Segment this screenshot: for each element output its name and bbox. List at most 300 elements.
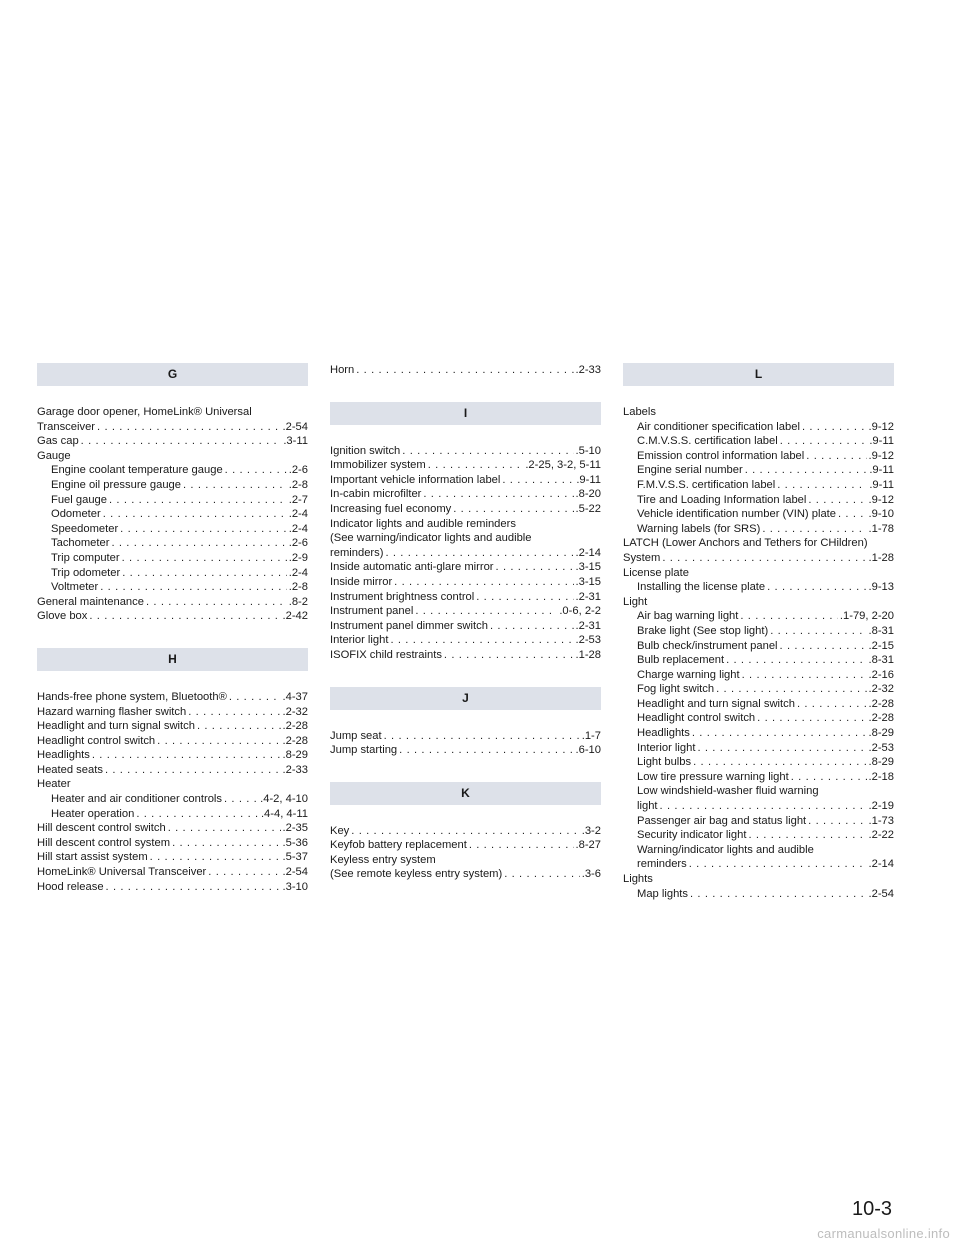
section-letter-band: J — [330, 687, 601, 710]
entry-label: Hood release — [37, 880, 104, 893]
index-entry — [37, 763, 308, 778]
entry-label: Headlight and turn signal switch — [37, 720, 195, 733]
index-entry — [330, 444, 601, 459]
index-section — [330, 687, 601, 758]
entry-label: Light bulbs — [637, 756, 692, 769]
index-subentry — [623, 463, 894, 478]
entry-page-ref: .5-37 — [282, 851, 308, 864]
entry-label: Headlight control switch — [637, 712, 756, 725]
index-entry — [37, 719, 308, 734]
index-subentry — [623, 784, 894, 799]
entry-page-ref: .9-12 — [868, 420, 894, 433]
entry-page-ref: .2-28 — [282, 720, 308, 733]
index-entry — [37, 821, 308, 836]
entry-label: Low windshield-washer fluid warning — [637, 785, 819, 798]
entry-page-ref: .2-53 — [868, 741, 894, 754]
dot-leader — [423, 487, 573, 502]
entry-page-ref: .2-54 — [868, 887, 894, 900]
entry-label: Bulb replacement — [637, 654, 725, 667]
entry-label: Ignition switch — [330, 444, 401, 457]
entry-page-ref: .2-28 — [868, 712, 894, 725]
entry-page-ref: .2-31 — [575, 619, 601, 632]
entry-page-ref: .2-15 — [868, 639, 894, 652]
entry-page-ref: .1-78 — [868, 522, 894, 535]
dot-leader — [356, 363, 573, 378]
entry-label: Inside mirror — [330, 575, 393, 588]
entry-label: Tachometer — [51, 537, 110, 550]
dot-leader — [150, 850, 281, 865]
index-subentry — [623, 711, 894, 726]
index-subentry — [623, 668, 894, 683]
entry-label: Hill start assist system — [37, 851, 148, 864]
entry-label: License plate — [623, 566, 689, 579]
entry-page-ref: .8-27 — [575, 839, 601, 852]
index-entry — [330, 853, 601, 868]
dot-leader — [490, 619, 574, 634]
dot-leader — [767, 580, 866, 595]
entry-page-ref: .1-79, 2-20 — [839, 610, 894, 623]
index-subentry — [623, 653, 894, 668]
entry-label: Inside automatic anti-glare mirror — [330, 561, 494, 574]
entry-label: Engine coolant temperature gauge — [51, 464, 223, 477]
entry-page-ref: .8-29 — [868, 756, 894, 769]
index-entry — [37, 748, 308, 763]
dot-leader — [716, 682, 866, 697]
dot-leader — [496, 560, 574, 575]
dot-leader — [390, 633, 573, 648]
entry-label: Voltmeter — [51, 581, 99, 594]
entry-page-ref: .4-37 — [282, 690, 308, 703]
index-entry — [37, 734, 308, 749]
entry-page-ref: .2-18 — [868, 770, 894, 783]
dot-leader — [692, 726, 867, 741]
dot-leader — [745, 463, 868, 478]
index-subentry — [623, 478, 894, 493]
dot-leader — [225, 463, 287, 478]
entry-page-ref: .2-54 — [282, 420, 308, 433]
index-subentry — [623, 609, 894, 624]
entry-label: Horn — [330, 364, 355, 376]
index-entry — [330, 604, 601, 619]
index-entry — [330, 648, 601, 663]
entry-label: Map lights — [637, 887, 688, 900]
entry-page-ref: .8-31 — [868, 624, 894, 637]
dot-leader — [740, 609, 838, 624]
entry-label: Keyless entry system — [330, 853, 436, 866]
entry-label: (See warning/indicator lights and audible — [330, 532, 532, 545]
dot-leader — [157, 734, 280, 749]
dot-leader — [208, 865, 280, 880]
entry-label: Hazard warning flasher switch — [37, 705, 187, 718]
entry-page-ref: .2-35 — [282, 822, 308, 835]
index-entry — [37, 405, 308, 420]
entry-page-ref: .3-15 — [575, 575, 601, 588]
entry-page-ref: .6-10 — [575, 744, 601, 757]
entry-label: Lights — [623, 873, 653, 885]
dot-leader — [791, 770, 867, 785]
entry-label: Indicator lights and audible reminders — [330, 517, 516, 530]
entry-label: Heater — [37, 778, 71, 791]
dot-leader — [122, 566, 286, 581]
entry-page-ref: .2-53 — [575, 634, 601, 647]
index-subentry — [37, 580, 308, 595]
index-entry — [330, 867, 601, 882]
entry-label: Jump starting — [330, 744, 398, 757]
entry-page-ref: .1-73 — [868, 814, 894, 827]
dot-leader — [136, 807, 259, 822]
dot-leader — [120, 522, 287, 537]
dot-leader — [806, 449, 866, 464]
entry-label: Garage door opener, HomeLink® Universal — [37, 406, 252, 418]
entry-page-ref: .3-6 — [581, 868, 601, 881]
index-column-1 — [37, 363, 308, 894]
entry-label: LATCH (Lower Anchors and Tethers for CHildren) — [623, 537, 868, 550]
entry-page-ref: .9-11 — [869, 478, 894, 491]
entry-page-ref: .4-4, 4-11 — [260, 807, 308, 820]
entry-label: Light — [623, 595, 648, 608]
dot-leader — [476, 590, 573, 605]
dot-leader — [453, 502, 573, 517]
entry-label: Trip computer — [51, 551, 120, 564]
index-entry — [37, 690, 308, 705]
entry-label: Bulb check/instrument panel — [637, 639, 778, 652]
entry-page-ref: .9-13 — [868, 581, 894, 594]
index-entry — [37, 449, 308, 464]
dot-leader — [172, 836, 280, 851]
dot-leader — [399, 743, 573, 758]
dot-leader — [81, 434, 282, 449]
entry-label: Warning/indicator lights and audible — [637, 843, 814, 856]
dot-leader — [802, 420, 867, 435]
entry-label: Air bag warning light — [637, 610, 739, 623]
dot-leader — [690, 887, 867, 902]
entry-page-ref: .2-31 — [575, 590, 601, 603]
entry-page-ref: .9-11 — [576, 473, 601, 486]
section-letter-band: G — [37, 363, 308, 386]
entry-label: Passenger air bag and status light — [637, 814, 807, 827]
index-entry — [37, 705, 308, 720]
dot-leader — [394, 575, 573, 590]
index-entry — [330, 473, 601, 488]
index-entry — [37, 595, 308, 610]
entry-label: ISOFIX child restraints — [330, 648, 442, 661]
entry-page-ref: .9-12 — [868, 449, 894, 462]
dot-leader — [502, 473, 574, 488]
entry-label: Tire and Loading Information label — [637, 493, 807, 506]
section-letter-band: K — [330, 782, 601, 805]
index-subentry — [623, 755, 894, 770]
index-column-2 — [330, 363, 601, 882]
index-subentry — [37, 536, 308, 551]
entry-page-ref: .2-4 — [288, 566, 308, 579]
entry-label: Jump seat — [330, 729, 382, 742]
dot-leader — [808, 493, 866, 508]
entry-page-ref: .1-28 — [575, 648, 601, 661]
entry-label: Interior light — [330, 634, 389, 647]
index-entry — [330, 633, 601, 648]
dot-leader — [428, 458, 524, 473]
dot-leader — [770, 624, 866, 639]
entry-page-ref: .8-20 — [575, 488, 601, 501]
dot-leader — [183, 478, 287, 493]
entry-label: Installing the license plate — [637, 581, 766, 594]
index-entry — [623, 595, 894, 610]
dot-leader — [742, 668, 867, 683]
dot-leader — [111, 536, 286, 551]
dot-leader — [351, 824, 579, 839]
index-entry — [330, 546, 601, 561]
index-section — [330, 782, 601, 882]
section-letter-band: H — [37, 648, 308, 671]
index-entry — [330, 487, 601, 502]
entry-label: Key — [330, 824, 350, 837]
section-letter-band: I — [330, 402, 601, 425]
entry-label: C.M.V.S.S. certification label — [637, 435, 778, 448]
dot-leader — [444, 648, 574, 663]
index-subentry — [37, 551, 308, 566]
dot-leader — [229, 690, 281, 705]
index-subentry — [623, 420, 894, 435]
index-subentry — [623, 682, 894, 697]
entry-label: Emission control information label — [637, 449, 805, 462]
index-subentry — [623, 799, 894, 814]
index-column-3 — [623, 363, 894, 901]
index-entry — [37, 420, 308, 435]
entry-label: Gauge — [37, 449, 71, 462]
dot-leader — [103, 507, 287, 522]
dot-leader — [385, 546, 573, 561]
index-entry — [330, 560, 601, 575]
dot-leader — [689, 857, 867, 872]
index-entry — [330, 824, 601, 839]
entry-page-ref: .8-2 — [288, 595, 308, 608]
dot-leader — [697, 741, 866, 756]
index-entry — [623, 551, 894, 566]
entry-label: Air conditioner specification label — [637, 420, 800, 433]
entry-label: Warning labels (for SRS) — [637, 522, 761, 535]
entry-label: Immobilizer system — [330, 459, 426, 472]
entry-page-ref: .9-12 — [868, 493, 894, 506]
entry-page-ref: .2-19 — [868, 800, 894, 813]
entry-page-ref: .8-31 — [868, 654, 894, 667]
entry-page-ref: .9-11 — [869, 435, 894, 448]
entry-label: Vehicle identification number (VIN) plate — [637, 508, 836, 521]
entry-page-ref: .2-25, 3-2, 5-11 — [525, 459, 601, 472]
entry-page-ref: .2-14 — [868, 858, 894, 871]
entry-page-ref: .2-28 — [282, 734, 308, 747]
entry-label: Instrument brightness control — [330, 590, 475, 603]
entry-label: Odometer — [51, 508, 101, 521]
entry-label: Headlights — [37, 749, 90, 762]
dot-leader — [780, 434, 868, 449]
index-entry — [37, 777, 308, 792]
index-entry — [330, 729, 601, 744]
entry-label: General maintenance — [37, 595, 144, 608]
entry-label: Instrument panel dimmer switch — [330, 619, 488, 632]
index-subentry — [37, 478, 308, 493]
entry-page-ref: .2-54 — [282, 866, 308, 879]
index-entry — [37, 880, 308, 895]
dot-leader — [89, 609, 280, 624]
index-entry — [330, 517, 601, 532]
entry-page-ref: .2-8 — [288, 478, 308, 491]
entry-label: Keyfob battery replacement — [330, 839, 467, 852]
index-subentry — [623, 770, 894, 785]
entry-page-ref: .2-4 — [288, 508, 308, 521]
entry-page-ref: .8-29 — [282, 749, 308, 762]
entry-page-ref: .2-32 — [868, 683, 894, 696]
index-section — [330, 363, 601, 378]
dot-leader — [777, 478, 867, 493]
index-section — [37, 648, 308, 894]
entry-label: Headlights — [637, 727, 690, 740]
entry-label: Fuel gauge — [51, 493, 107, 506]
entry-label: (See remote keyless entry system) — [330, 868, 503, 881]
entry-label: Speedometer — [51, 522, 119, 535]
entry-label: Brake light (See stop light) — [637, 624, 769, 637]
dot-leader — [469, 838, 574, 853]
entry-label: Engine serial number — [637, 464, 743, 477]
entry-page-ref: .3-15 — [575, 561, 601, 574]
index-subentry — [623, 493, 894, 508]
entry-page-ref: .5-36 — [282, 836, 308, 849]
dot-leader — [726, 653, 866, 668]
dot-leader — [197, 719, 281, 734]
dot-leader — [122, 551, 287, 566]
dot-leader — [797, 697, 867, 712]
dot-leader — [146, 595, 287, 610]
index-subentry — [623, 639, 894, 654]
entry-label: Hands-free phone system, Bluetooth® — [37, 690, 227, 703]
entry-label: Interior light — [637, 741, 696, 754]
dot-leader — [693, 755, 866, 770]
entry-label: Labels — [623, 406, 656, 418]
index-subentry — [623, 449, 894, 464]
dot-leader — [662, 551, 866, 566]
index-section — [623, 363, 894, 901]
entry-label: light — [637, 800, 658, 813]
entry-label: Increasing fuel economy — [330, 502, 452, 515]
index-entry — [330, 502, 601, 517]
entry-label: Headlight control switch — [37, 734, 156, 747]
entry-label: Fog light switch — [637, 683, 715, 696]
entry-label: Security indicator light — [637, 829, 747, 842]
entry-page-ref: .3-10 — [282, 880, 308, 893]
entry-page-ref: .4-2, 4-10 — [260, 793, 308, 806]
dot-leader — [808, 814, 866, 829]
entry-page-ref: .5-10 — [575, 444, 601, 457]
index-subentry — [37, 522, 308, 537]
index-subentry — [37, 807, 308, 822]
index-entry — [330, 363, 601, 378]
entry-label: Hill descent control system — [37, 836, 171, 849]
index-subentry — [623, 624, 894, 639]
entry-page-ref: .5-22 — [575, 502, 601, 515]
entry-label: reminders) — [330, 546, 384, 559]
entry-page-ref: .1-28 — [868, 551, 894, 564]
entry-page-ref: .2-33 — [575, 364, 601, 376]
entry-page-ref: .9-10 — [868, 508, 894, 521]
index-entry — [330, 619, 601, 634]
dot-leader — [100, 580, 286, 595]
entry-label: Instrument panel — [330, 605, 414, 618]
index-subentry — [623, 814, 894, 829]
index-subentry — [623, 726, 894, 741]
entry-page-ref: .1-7 — [581, 729, 601, 742]
index-entry — [37, 609, 308, 624]
section-letter-band: L — [623, 363, 894, 386]
entry-label: Trip odometer — [51, 566, 121, 579]
entry-page-ref: .2-6 — [288, 537, 308, 550]
index-subentry — [37, 507, 308, 522]
index-entry — [330, 575, 601, 590]
entry-page-ref: .8-29 — [868, 727, 894, 740]
dot-leader — [780, 639, 867, 654]
index-subentry — [37, 566, 308, 581]
entry-label: System — [623, 551, 661, 564]
dot-leader — [757, 711, 866, 726]
entry-page-ref: .0-6, 2-2 — [559, 605, 601, 618]
entry-label: Gas cap — [37, 435, 79, 448]
index-entry — [37, 434, 308, 449]
entry-page-ref: .3-2 — [581, 824, 601, 837]
entry-page-ref: .2-28 — [868, 697, 894, 710]
dot-leader — [168, 821, 281, 836]
dot-leader — [188, 705, 280, 720]
index-entry — [623, 405, 894, 420]
dot-leader — [97, 420, 280, 435]
index-subentry — [623, 843, 894, 858]
dot-leader — [748, 828, 866, 843]
index-section — [37, 363, 308, 624]
index-subentry — [623, 580, 894, 595]
entry-page-ref: .3-11 — [283, 435, 308, 448]
entry-page-ref: .2-22 — [868, 829, 894, 842]
index-subentry — [623, 507, 894, 522]
index-entry — [37, 850, 308, 865]
entry-page-ref: .2-4 — [288, 522, 308, 535]
dot-leader — [105, 763, 281, 778]
index-entry — [623, 536, 894, 551]
index-subentry — [623, 522, 894, 537]
index-entry — [623, 872, 894, 887]
entry-label: Low tire pressure warning light — [637, 770, 789, 783]
entry-label: Transceiver — [37, 420, 96, 433]
dot-leader — [384, 729, 580, 744]
entry-page-ref: .2-9 — [288, 551, 308, 564]
dot-leader — [92, 748, 281, 763]
dot-leader — [106, 880, 281, 895]
page-number: 10-3 — [852, 1198, 893, 1220]
entry-label: reminders — [637, 858, 687, 871]
entry-label: F.M.V.S.S. certification label — [637, 478, 776, 491]
entry-label: Charge warning light — [637, 668, 740, 681]
index-subentry — [37, 463, 308, 478]
dot-leader — [415, 604, 557, 619]
dot-leader — [402, 444, 573, 459]
index-entry — [623, 566, 894, 581]
entry-label: Engine oil pressure gauge — [51, 478, 181, 491]
index-subentry — [37, 493, 308, 508]
index-subentry — [623, 697, 894, 712]
dot-leader — [109, 493, 287, 508]
entry-label: Important vehicle information label — [330, 473, 501, 486]
entry-label: Hill descent control switch — [37, 822, 166, 835]
entry-label: Headlight and turn signal switch — [637, 697, 795, 710]
entry-label: Glove box — [37, 610, 88, 623]
index-subentry — [623, 857, 894, 872]
dot-leader — [504, 867, 580, 882]
